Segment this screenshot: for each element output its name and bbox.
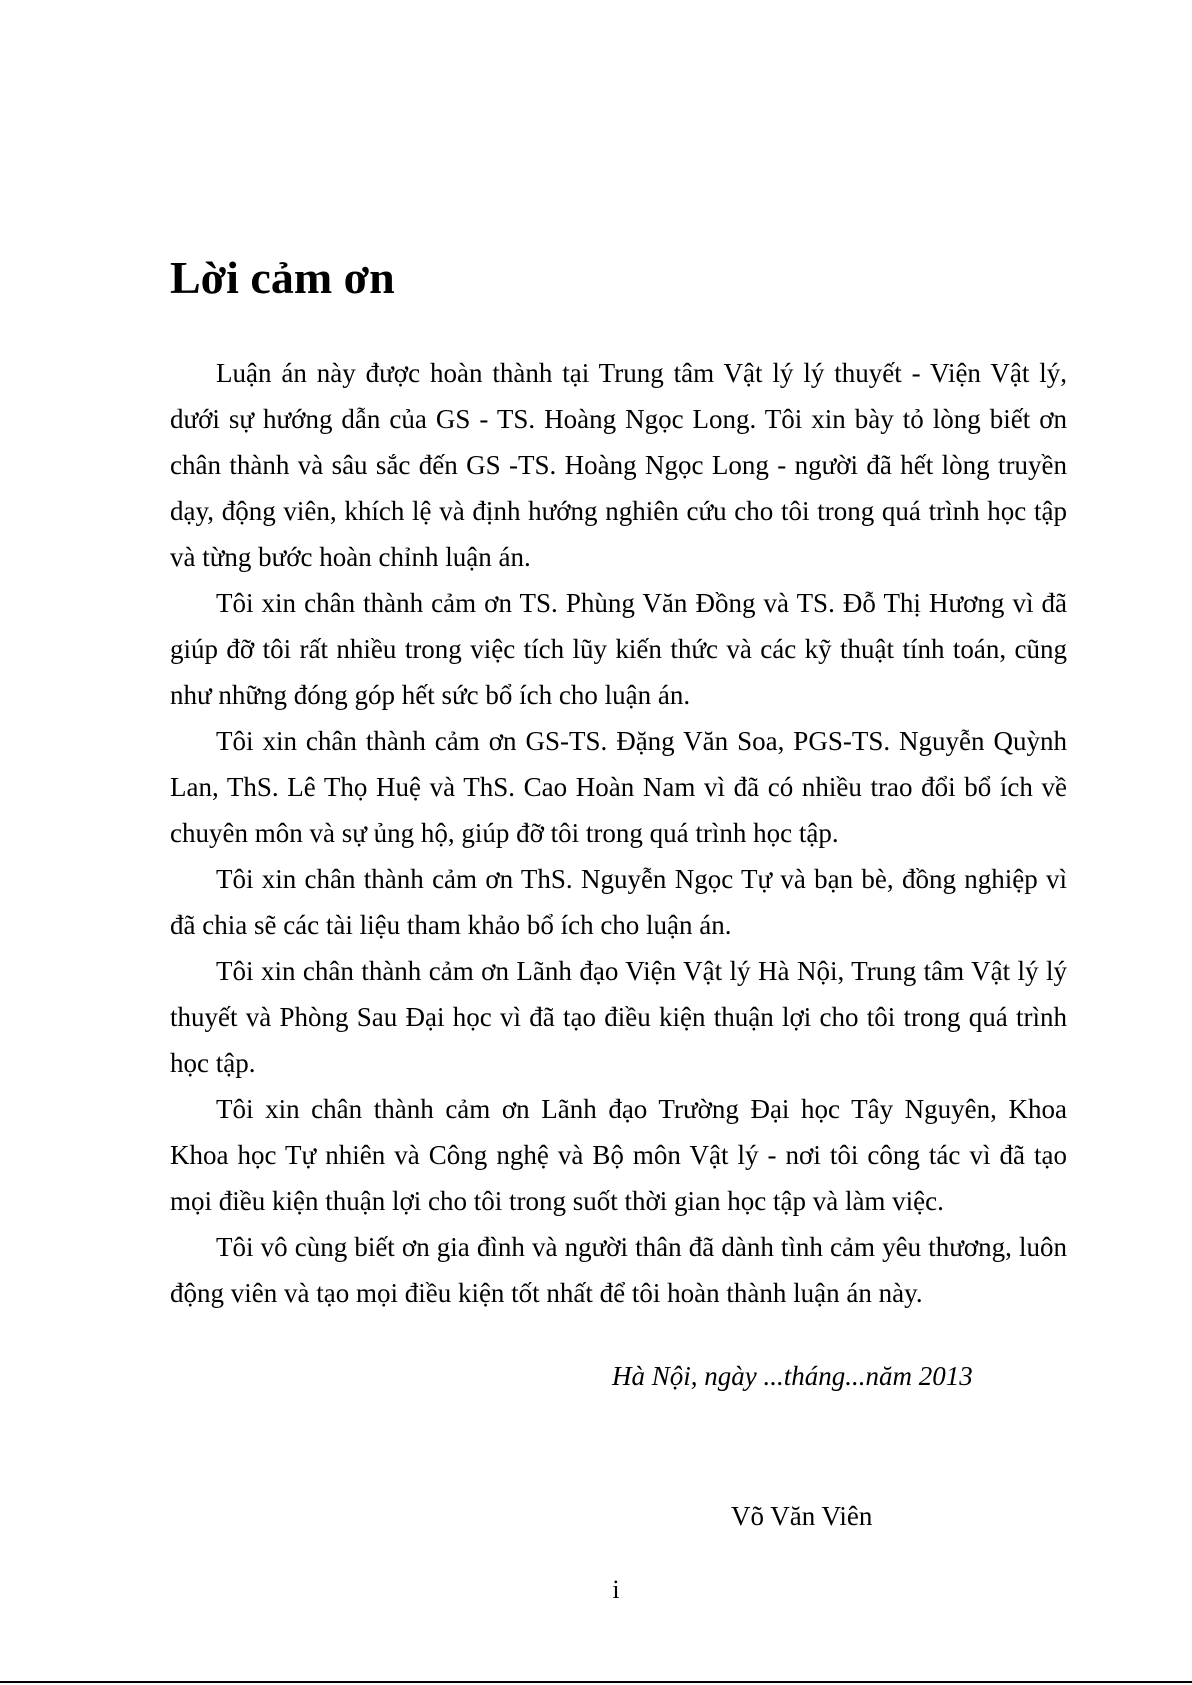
paragraph: Luận án này được hoàn thành tại Trung tâm Vật lý lý thuyết - Viện Vật lý, dưới sự hướng dẫn của GS - TS. Hoàng Ngọc Long. Tôi xin bày tỏ lòng biết ơn chân thành và sâu sắc đến GS -TS. Hoàng Ngọc Long - người đã hết lòng truyền dạy, động viên, khích lệ và định hướng nghiên cứu cho tôi trong quá trình học tập và từng bước hoàn chỉnh luận án. bbox=[170, 358, 1067, 572]
paragraph: Tôi xin chân thành cảm ơn Lãnh đạo Trường Đại học Tây Nguyên, Khoa Khoa học Tự nhiên và Công nghệ và Bộ môn Vật lý - nơi tôi công tác vì đã tạo mọi điều kiện thuận lợi cho tôi trong suốt thời gian học tập và làm việc. bbox=[170, 1094, 1067, 1216]
page-number: i bbox=[612, 1575, 620, 1604]
paragraph: Tôi xin chân thành cảm ơn Lãnh đạo Viện Vật lý Hà Nội, Trung tâm Vật lý lý thuyết và Phòng Sau Đại học vì đã tạo điều kiện thuận lợi cho tôi trong quá trình học tập. bbox=[170, 956, 1067, 1078]
paragraph: Tôi xin chân thành cảm ơn ThS. Nguyễn Ngọc Tự và bạn bè, đồng nghiệp vì đã chia sẽ các tài liệu tham khảo bổ ích cho luận án. bbox=[170, 864, 1067, 940]
paragraph: Tôi xin chân thành cảm ơn GS-TS. Đặng Văn Soa, PGS-TS. Nguyễn Quỳnh Lan, ThS. Lê Thọ Huệ và ThS. Cao Hoàn Nam vì đã có nhiều trao đổi bổ ích về chuyên môn và sự ủng hộ, giúp đỡ tôi trong quá trình học tập. bbox=[170, 726, 1067, 848]
author-signature: Võ Văn Viên bbox=[731, 1501, 873, 1531]
paragraph: Tôi xin chân thành cảm ơn TS. Phùng Văn Đồng và TS. Đỗ Thị Hương vì đã giúp đỡ tôi rất nhiều trong việc tích lũy kiến thức và các kỹ thuật tính toán, cũng như những đóng góp hết sức bổ ích cho luận án. bbox=[170, 588, 1067, 710]
paragraph: Tôi vô cùng biết ơn gia đình và người thân đã dành tình cảm yêu thương, luôn động viên và tạo mọi điều kiện tốt nhất để tôi hoàn thành luận án này. bbox=[170, 1232, 1067, 1308]
page-title: Lời cảm ơn bbox=[170, 252, 395, 303]
date-line: Hà Nội, ngày ...tháng...năm 2013 bbox=[612, 1361, 973, 1391]
bottom-divider bbox=[0, 1681, 1192, 1683]
acknowledgement-body bbox=[170, 350, 1067, 1316]
